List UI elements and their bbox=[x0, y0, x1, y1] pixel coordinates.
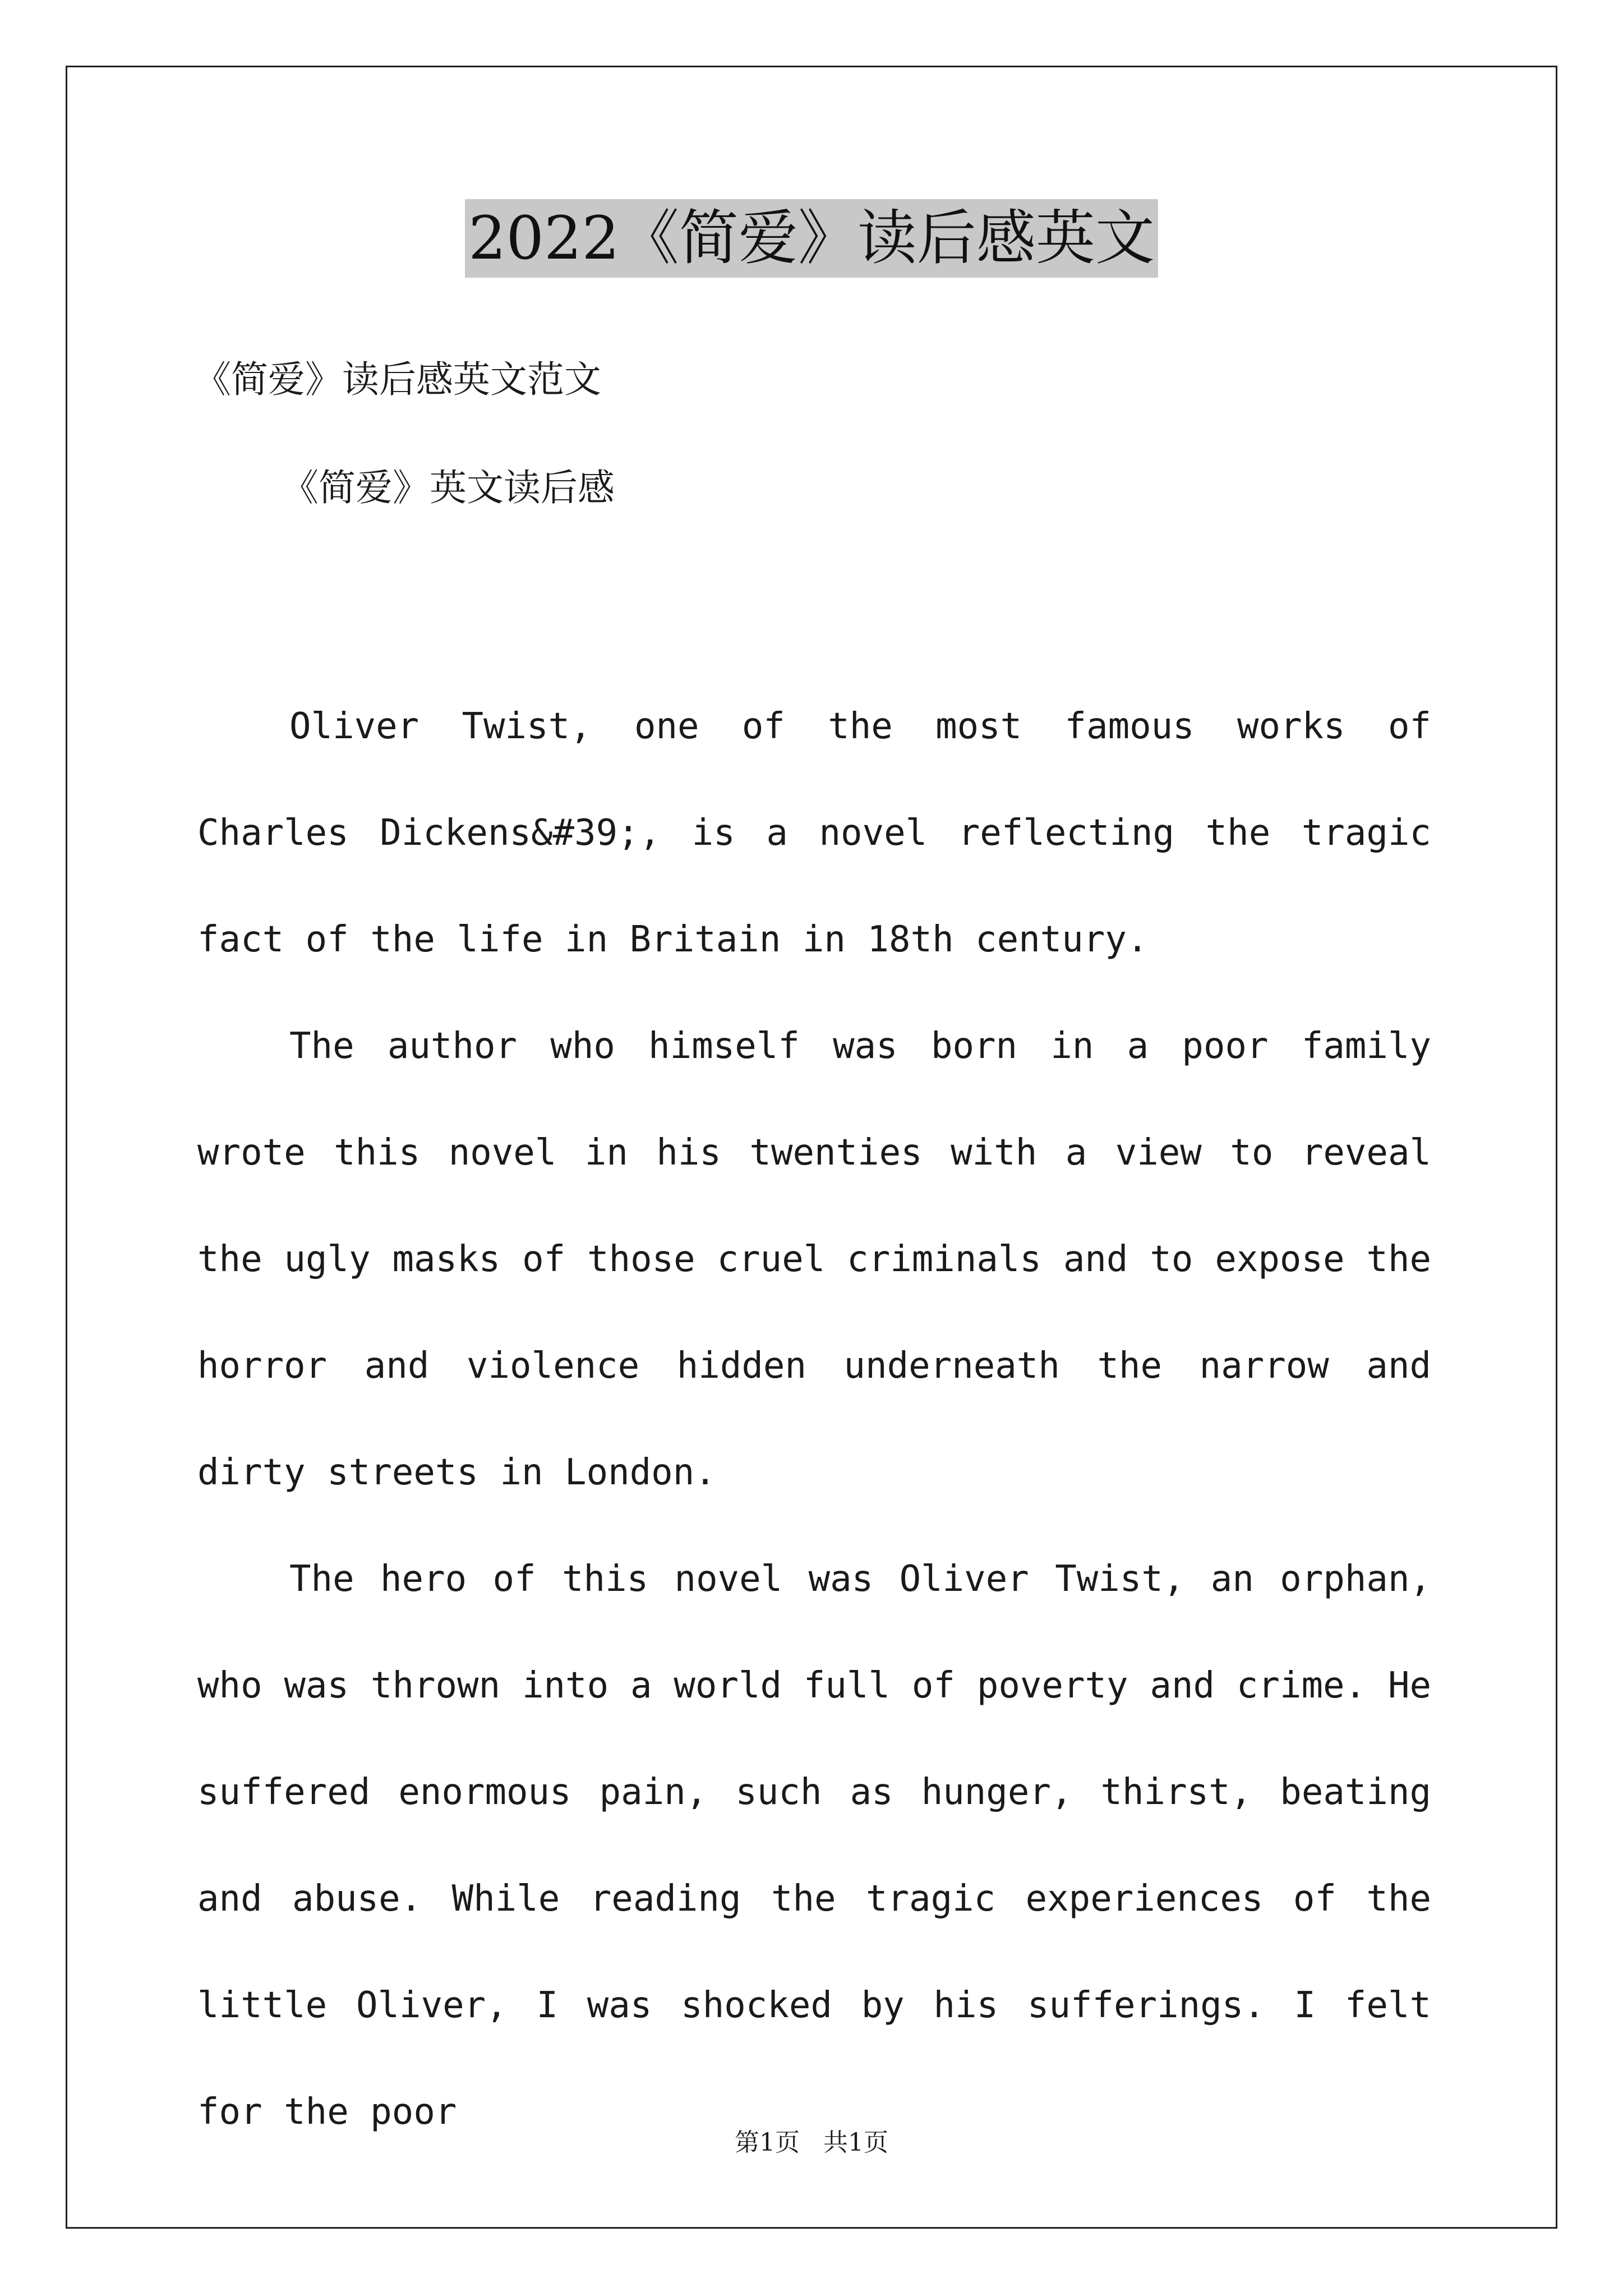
body-text bbox=[197, 673, 1431, 2165]
document-title: 2022《简爱》读后感英文 bbox=[465, 199, 1158, 278]
paragraph-1: Oliver Twist, one of the most famous works of Charles Dickens&#39;, is a novel reflecting the tragic fact of the life in Britain in 18th century. bbox=[197, 706, 1431, 960]
subtitle-english-review: 《简爱》英文读后感 bbox=[282, 466, 615, 509]
subtitle-sample-essay: 《简爱》读后感英文范文 bbox=[194, 358, 601, 401]
paragraph-2: The author who himself was born in a poor family wrote this novel in his twenties with a view to reveal the ugly masks of those cruel criminals and to expose the horror and violence hidden underneath the narrow and dirty streets in London. bbox=[197, 1025, 1431, 1493]
paragraph-3: The hero of this novel was Oliver Twist, an orphan, who was thrown into a world full of poverty and crime. He suffered enormous pain, such as hunger, thirst, beating and abuse. While reading the tragic experiences of the little Oliver, I was shocked by his sufferings. I felt for the poor bbox=[197, 1558, 1431, 2133]
title-container bbox=[0, 199, 1623, 278]
page-number-footer: 第1页 共1页 bbox=[735, 2128, 888, 2157]
